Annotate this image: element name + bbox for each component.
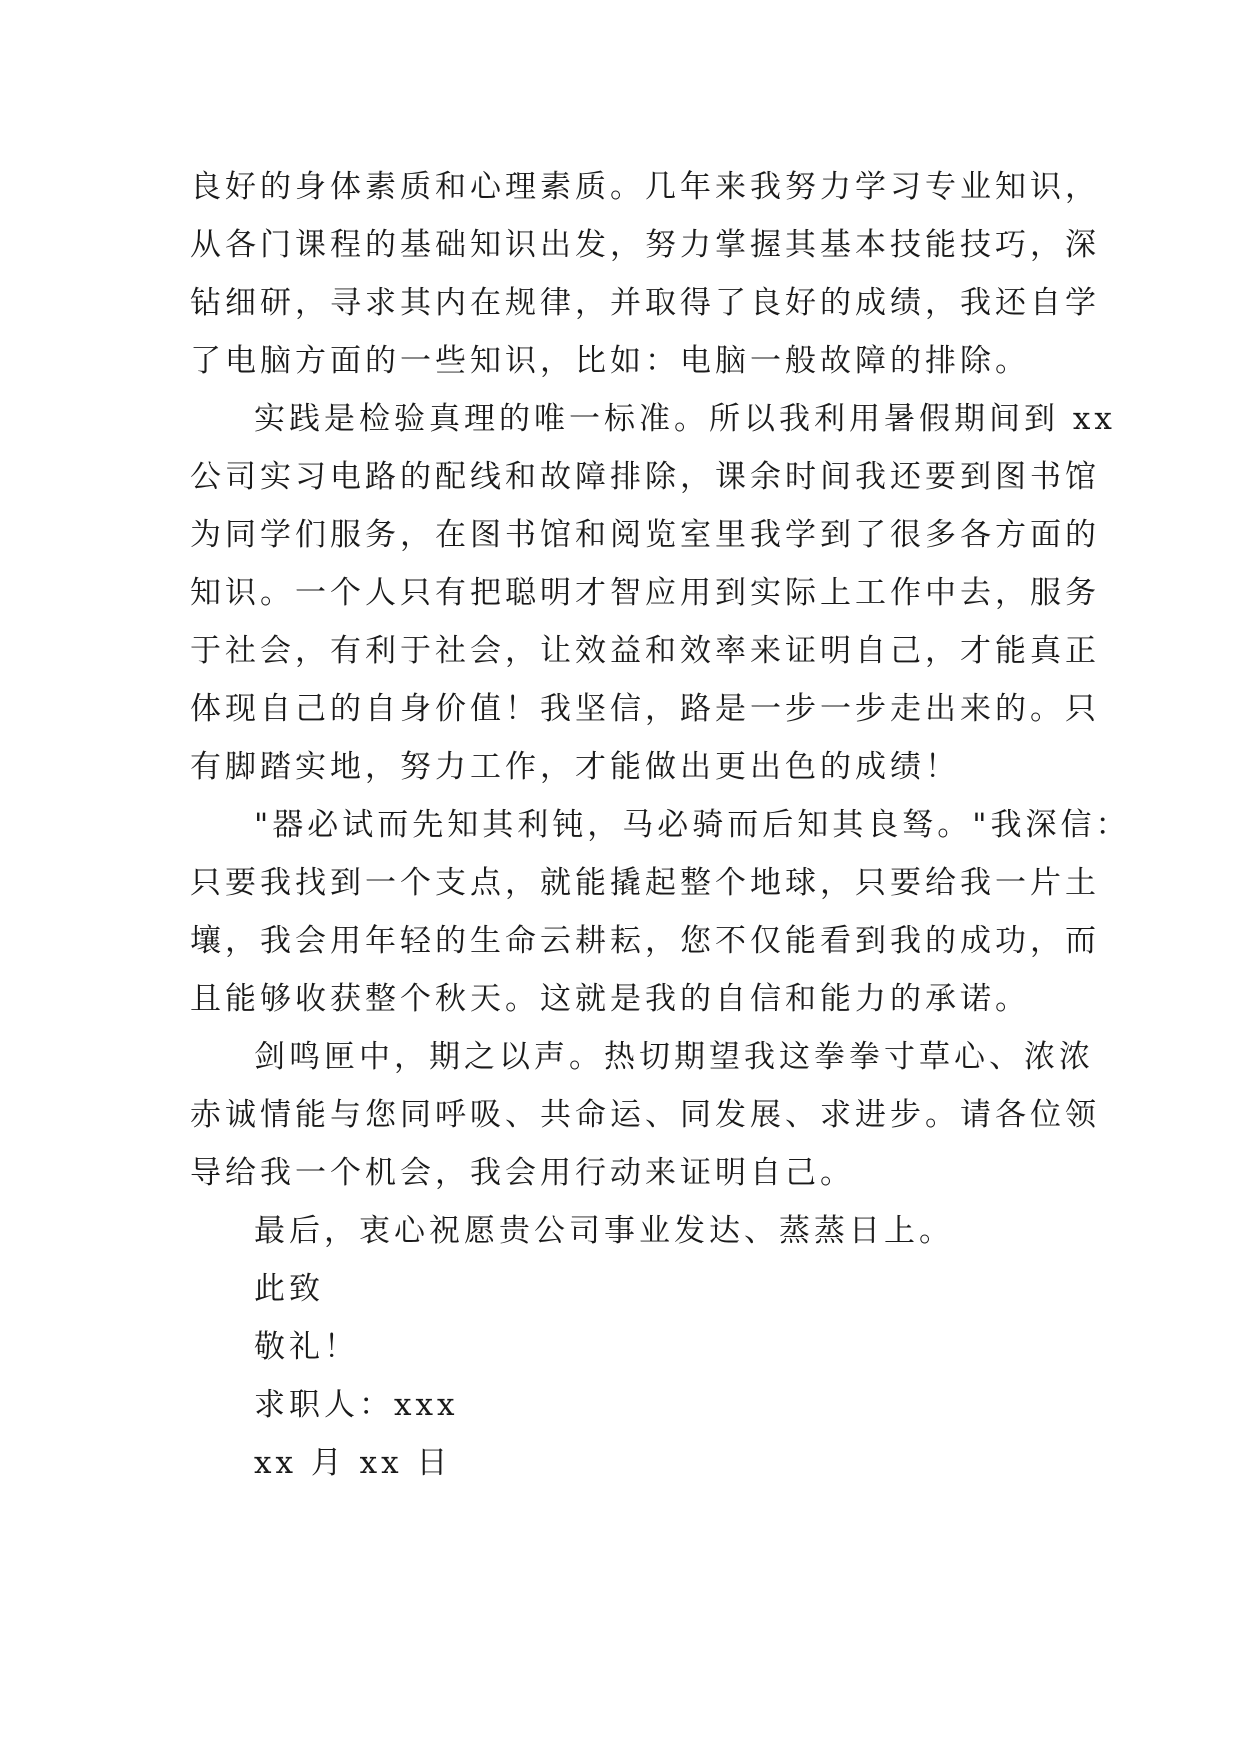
text-line: 只要我找到一个支点，就能撬起整个地球，只要给我一片土 (190, 865, 1100, 901)
paragraph (190, 1028, 1100, 1202)
text-line: 从各门课程的基础知识出发，努力掌握其基本技能技巧，深 (190, 227, 1100, 263)
text-line: 且能够收获整个秋天。这就是我的自信和能力的承诺。 (190, 981, 1030, 1017)
text-line: 钻细研，寻求其内在规律，并取得了良好的成绩，我还自学 (190, 285, 1100, 321)
date: xx 月 xx 日 (254, 1445, 452, 1481)
text-line: 壤，我会用年轻的生命云耕耘，您不仅能看到我的成功，而 (190, 923, 1100, 959)
text-line: 导给我一个机会，我会用行动来证明自己。 (190, 1155, 855, 1191)
paragraph (190, 390, 1116, 796)
closing-salutation: 此致 (254, 1271, 324, 1307)
paragraph (190, 158, 1100, 390)
text-line: 了电脑方面的一些知识，比如：电脑一般故障的排除。 (190, 343, 1030, 379)
text-line: 知识。一个人只有把聪明才智应用到实际上工作中去，服务 (190, 575, 1100, 611)
text-line: 实践是检验真理的唯一标准。所以我利用暑假期间到 xx (254, 401, 1116, 437)
text-line: 赤诚情能与您同呼吸、共命运、同发展、求进步。请各位领 (190, 1097, 1100, 1133)
text-line: 最后，衷心祝愿贵公司事业发达、蒸蒸日上。 (254, 1213, 954, 1249)
paragraph (190, 1202, 1070, 1260)
text-line: 体现自己的自身价值！我坚信，路是一步一步走出来的。只 (190, 691, 1100, 727)
text-line: 有脚踏实地，努力工作，才能做出更出色的成绩！ (190, 749, 960, 785)
text-line: "器必试而先知其利钝，马必骑而后知其良驽。"我深信： (254, 807, 1131, 843)
text-line: 剑鸣匣中，期之以声。热切期望我这拳拳寸草心、浓浓 (254, 1039, 1094, 1075)
text-line: 于社会，有利于社会，让效益和效率来证明自己，才能真正 (190, 633, 1100, 669)
closing-regards: 敬礼！ (254, 1329, 359, 1365)
text-line: 良好的身体素质和心理素质。几年来我努力学习专业知识， (190, 169, 1100, 205)
letter-body (190, 158, 1131, 1492)
signature: 求职人：xxx (254, 1387, 459, 1423)
letter-closing (190, 1260, 1070, 1492)
text-line: 为同学们服务，在图书馆和阅览室里我学到了很多各方面的 (190, 517, 1100, 553)
text-line: 公司实习电路的配线和故障排除，课余时间我还要到图书馆 (190, 459, 1100, 495)
paragraph (190, 796, 1131, 1028)
